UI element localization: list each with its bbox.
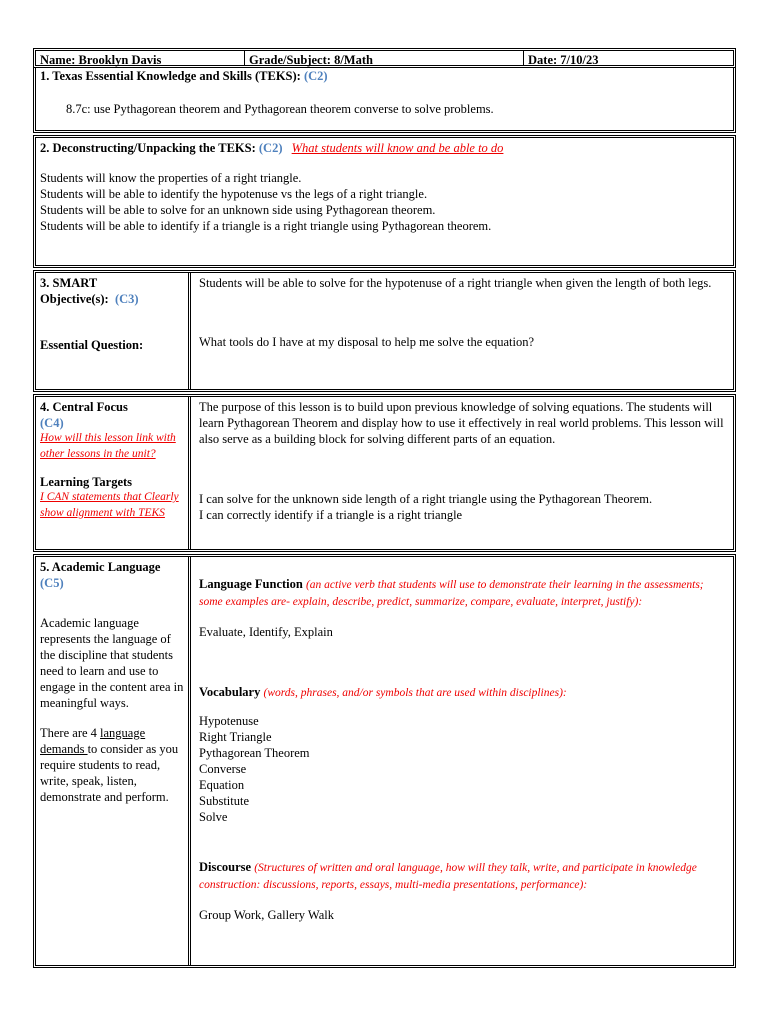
- section3-label-col: [36, 273, 191, 389]
- section2-title: 2. Deconstructing/Unpacking the TEKS:: [40, 141, 256, 155]
- discourse-note: (Structures of written and oral language, how will they talk, write, and participate in knowledge construction: discussions, reports, essays, multi-media presentations, performance):: [199, 862, 697, 891]
- vocab-item: Solve: [199, 810, 228, 824]
- student-name: Brooklyn Davis: [78, 53, 162, 67]
- vocab-item: Right Triangle: [199, 730, 272, 744]
- vocabulary-label: Vocabulary: [199, 685, 261, 699]
- section-central-focus: [33, 394, 736, 552]
- section2-heading: [40, 140, 729, 156]
- discourse: [199, 859, 728, 893]
- vocab-list: [199, 713, 728, 825]
- section3-title-b: Objective(s):: [40, 292, 109, 306]
- name-cell: [36, 51, 245, 65]
- grade-value: 8/Math: [334, 53, 373, 67]
- academic-language-title: 5. Academic Language: [40, 560, 161, 574]
- section4-label-col: [36, 397, 191, 549]
- language-function: [199, 576, 728, 610]
- section5-label-col: [36, 557, 191, 965]
- section-unpacking: [33, 135, 736, 268]
- section5-code: (C5): [40, 576, 64, 590]
- central-focus-text: The purpose of this lesson is to build upon previous knowledge of solving equations. The students will learn Pythagorean Theorem and display how to use it effectively in real world problems. This lesson will also serve as a building block for solving different parts of an equation.: [199, 400, 724, 446]
- central-focus-note: How will this lesson link with other lessons in the unit?: [40, 432, 176, 460]
- section-teks: [33, 68, 736, 133]
- section4-content-col: [194, 397, 733, 549]
- section1-code: (C2): [303, 69, 328, 83]
- section3-code: (C3): [114, 292, 139, 306]
- name-label: Name:: [40, 53, 76, 67]
- learning-target: I can correctly identify if a triangle is a right triangle: [199, 508, 463, 522]
- section4-code: (C4): [40, 416, 64, 430]
- date-cell: [524, 51, 733, 65]
- section2-code: (C2): [258, 141, 283, 155]
- essential-question-label: Essential Question:: [40, 338, 144, 352]
- unpack-line: Students will know the properties of a right triangle.: [40, 171, 302, 185]
- unpack-line: Students will be able to identify the hypotenuse vs the legs of a right triangle.: [40, 187, 428, 201]
- central-focus-title: 4. Central Focus: [40, 400, 128, 414]
- section3-content-col: [194, 273, 733, 389]
- discourse-text: Group Work, Gallery Walk: [199, 908, 334, 922]
- language-function-text: Evaluate, Identify, Explain: [199, 625, 333, 639]
- academic-language-desc: Academic language represents the language of the discipline that students need to learn and use to engage in the content area in meaningful ways.: [40, 616, 184, 710]
- vocab-item: Hypotenuse: [199, 714, 259, 728]
- essential-question-text: What tools do I have at my disposal to help me solve the equation?: [199, 335, 534, 349]
- date-label: Date:: [528, 53, 558, 67]
- date-value: 7/10/23: [560, 53, 599, 67]
- section-academic-language: [33, 554, 736, 968]
- section2-note: [292, 141, 504, 155]
- section3-title-b-row: [40, 291, 184, 307]
- section3-title-a: 3. SMART: [40, 276, 98, 290]
- note-part-a: What students will: [291, 141, 388, 155]
- section1-title: 1. Texas Essential Knowledge and Skills (TEKS):: [40, 69, 301, 83]
- smart-objective-text: Students will be able to solve for the hypotenuse of a right triangle when given the length of both legs.: [199, 276, 712, 290]
- note-know: know: [387, 141, 414, 155]
- vocab-item: Equation: [199, 778, 245, 792]
- grade-cell: [245, 51, 524, 65]
- demands-underlined: language demands: [40, 726, 146, 756]
- section-smart-objective: [33, 270, 736, 392]
- demands-part-b: to consider as you require students to read, write, speak, listen, demonstrate and perform.: [40, 742, 179, 804]
- learning-target: I can solve for the unknown side length of a right triangle using the Pythagorean Theorem.: [199, 492, 653, 506]
- section5-content-col: [194, 557, 733, 965]
- vocabulary-note: (words, phrases, and/or symbols that are used within disciplines):: [263, 687, 567, 699]
- vocabulary: [199, 684, 728, 701]
- section1-heading: [40, 68, 729, 84]
- discourse-label: Discourse: [199, 860, 252, 874]
- note-part-b: and be able to do: [413, 141, 504, 155]
- vocab-item: Converse: [199, 762, 247, 776]
- unpack-line: Students will be able to identify if a triangle is a right triangle using Pythagorean theorem.: [40, 219, 492, 233]
- vocab-item: Substitute: [199, 794, 250, 808]
- language-demands: [40, 725, 184, 805]
- learning-targets-note: I CAN statements that Clearly show alignment with TEKS: [40, 491, 179, 519]
- header-row: [33, 48, 736, 68]
- grade-label: Grade/Subject:: [249, 53, 331, 67]
- language-function-note: (an active verb that students will use to demonstrate their learning in the assessments; some examples are- explain, describe, predict, summarize, compare, evaluate, interpret, justify):: [199, 579, 704, 608]
- vocab-item: Pythagorean Theorem: [199, 746, 310, 760]
- demands-part-a: There are 4: [40, 726, 101, 740]
- learning-targets-label: Learning Targets: [40, 475, 133, 489]
- language-function-label: Language Function: [199, 577, 303, 591]
- unpack-line: Students will be able to solve for an unknown side using Pythagorean theorem.: [40, 203, 436, 217]
- teks-standard: 8.7c: use Pythagorean theorem and Pythagorean theorem converse to solve problems.: [66, 102, 494, 116]
